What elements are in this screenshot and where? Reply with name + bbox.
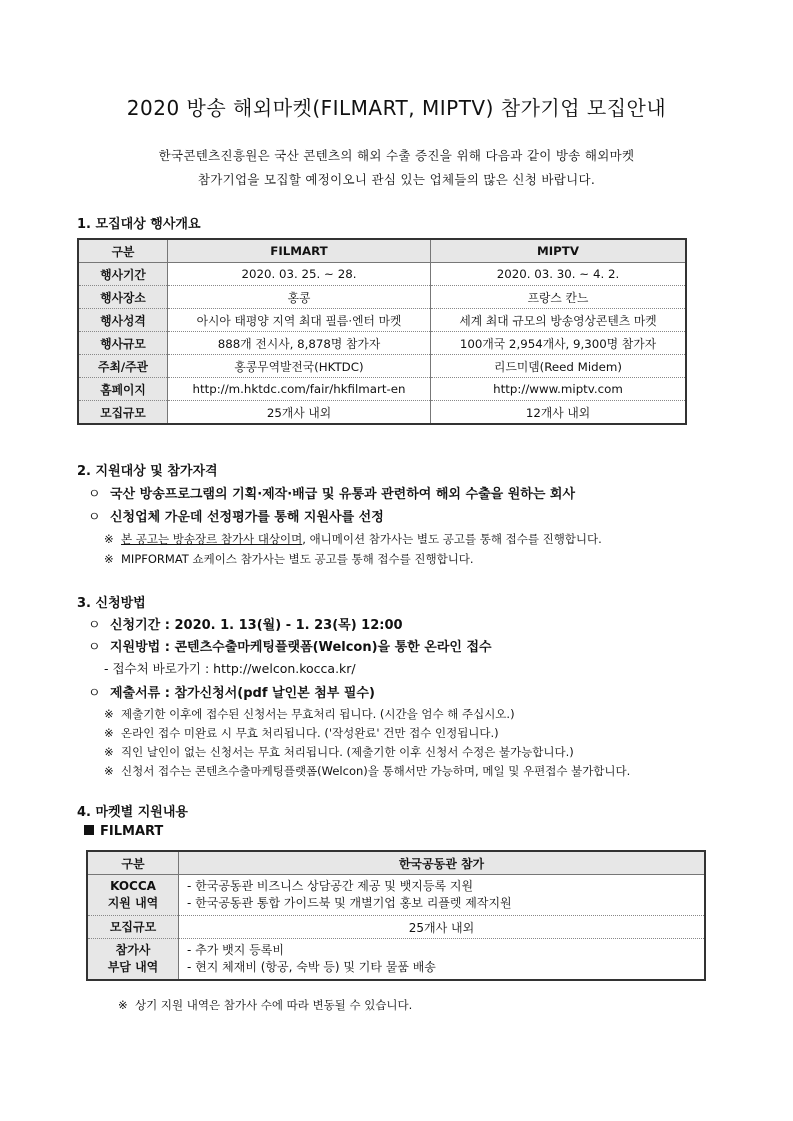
- table-row: [78, 355, 686, 378]
- application-note-3: ※ 직인 날인이 없는 신청서는 무효 처리됩니다. (제출기한 이후 신청서 수정은 불가능합니다.): [104, 745, 574, 759]
- row-label: 행사장소: [78, 286, 168, 309]
- application-note-2: ※ 온라인 접수 미완료 시 무효 처리됩니다. ('작성완료' 건만 접수 인정됩니다.): [104, 726, 499, 740]
- row-label: 행사규모: [78, 332, 168, 355]
- section3-title: 3. 신청방법: [77, 596, 146, 611]
- note-mark: ※: [104, 745, 114, 759]
- intro-line-2: 참가기업을 모집할 예정이오니 관심 있는 업체들의 많은 신청 바랍니다.: [197, 172, 596, 187]
- header-filmart: FILMART: [168, 239, 431, 263]
- filmart-cell: 25개사 내외: [168, 401, 431, 425]
- table-row: [87, 916, 705, 939]
- filmart-cell: 2020. 03. 25. ~ 28.: [168, 263, 431, 286]
- eligibility-bullet-2: ㅇ 신청업체 가운데 선정평가를 통해 지원사를 선정: [88, 506, 384, 525]
- application-method: ㅇ 지원방법 : 콘텐츠수출마케팅플랫폼(Welcon)을 통한 온라인 접수: [88, 636, 492, 655]
- miptv-homepage-link[interactable]: http://www.miptv.com: [431, 378, 687, 401]
- row-label: 행사성격: [78, 309, 168, 332]
- filmart-cell: 홍콩무역발전국(HKTDC): [168, 355, 431, 378]
- table-header-row: [87, 851, 705, 875]
- miptv-cell: 12개사 내외: [431, 401, 687, 425]
- page-title: 2020 방송 해외마켓(FILMART, MIPTV) 참가기업 모집안내: [126, 96, 667, 120]
- table-row: [78, 401, 686, 425]
- note-mark: ※: [104, 764, 114, 778]
- application-period: ㅇ 신청기간 : 2020. 1. 13(월) - 1. 23(목) 12:00: [88, 614, 403, 633]
- note-mark: ※: [104, 707, 114, 721]
- intro-paragraph: [60, 144, 733, 192]
- burden-items: - 추가 뱃지 등록비 - 현지 체재비 (항공, 숙박 등) 및 기타 물품 배송: [179, 939, 706, 981]
- miptv-cell: 세계 최대 규모의 방송영상콘텐츠 마켓: [431, 309, 687, 332]
- row-label: 모집규모: [78, 401, 168, 425]
- table-row: [87, 939, 705, 981]
- required-documents: ㅇ 제출서류 : 참가신청서(pdf 날인본 첨부 필수): [88, 682, 375, 701]
- application-shortcut-link[interactable]: - 접수처 바로가기 : http://welcon.kocca.kr/: [104, 661, 356, 676]
- table-row: [87, 875, 705, 916]
- row-label: 홈페이지: [78, 378, 168, 401]
- filmart-support-table: [86, 850, 706, 981]
- table-row: [78, 286, 686, 309]
- filmart-subtitle: FILMART: [84, 824, 163, 839]
- bullet-mark: ㅇ: [88, 618, 101, 633]
- miptv-cell: 2020. 03. 30. ~ 4. 2.: [431, 263, 687, 286]
- header-category: 구분: [87, 851, 179, 875]
- bullet-mark: ㅇ: [88, 686, 101, 701]
- table-header-row: [78, 239, 686, 263]
- table-row: [78, 263, 686, 286]
- support-label: KOCCA 지원 내역: [87, 875, 179, 916]
- header-category: 구분: [78, 239, 168, 263]
- section2-title: 2. 지원대상 및 참가자격: [77, 464, 218, 479]
- miptv-cell: 리드미뎀(Reed Midem): [431, 355, 687, 378]
- filmart-cell: 홍콩: [168, 286, 431, 309]
- note-mark: ※: [104, 552, 114, 566]
- scale-value: 25개사 내외: [179, 916, 706, 939]
- note-mark: ※: [104, 726, 114, 740]
- table-row: [78, 332, 686, 355]
- support-footnote: ※ 상기 지원 내역은 참가사 수에 따라 변동될 수 있습니다.: [118, 998, 413, 1012]
- row-label: 행사기간: [78, 263, 168, 286]
- scale-label: 모집규모: [87, 916, 179, 939]
- section4-title: 4. 마켓별 지원내용: [77, 805, 188, 820]
- bullet-mark: ㅇ: [88, 640, 101, 655]
- table-row: [78, 309, 686, 332]
- intro-line-1: 한국콘텐츠진흥원은 국산 콘텐츠의 해외 수출 증진을 위해 다음과 같이 방송 해외마켓: [158, 148, 635, 163]
- eligibility-bullet-1: ㅇ 국산 방송프로그램의 기획·제작·배급 및 유통과 관련하여 해외 수출을 원하는 회사: [88, 483, 575, 502]
- row-label: 주최/주관: [78, 355, 168, 378]
- header-korea-pavilion: 한국공동관 참가: [179, 851, 706, 875]
- table-row: [78, 378, 686, 401]
- eligibility-note-2: ※ MIPFORMAT 쇼케이스 참가사는 별도 공고를 통해 접수를 진행합니다.: [104, 552, 474, 566]
- miptv-cell: 프랑스 칸느: [431, 286, 687, 309]
- filmart-cell: 아시아 태평양 지역 최대 필름·엔터 마켓: [168, 309, 431, 332]
- note-mark: ※: [118, 998, 128, 1012]
- section1-title: 1. 모집대상 행사개요: [77, 217, 201, 232]
- event-overview-table: [77, 238, 687, 425]
- support-items: - 한국공동관 비즈니스 상담공간 제공 및 뱃지등록 지원 - 한국공동관 통합 가이드북 및 개별기업 홍보 리플렛 제작지원: [179, 875, 706, 916]
- eligibility-note-1: ※ 본 공고는 방송장르 참가사 대상이며, 애니메이션 참가사는 별도 공고를 통해 접수를 진행합니다.: [104, 532, 602, 546]
- application-note-1: ※ 제출기한 이후에 접수된 신청서는 무효처리 됩니다. (시간을 엄수 해 주십시오.): [104, 707, 515, 721]
- bullet-mark: ㅇ: [88, 510, 101, 525]
- note-mark: ※: [104, 532, 114, 546]
- burden-label: 참가사 부담 내역: [87, 939, 179, 981]
- square-bullet-icon: [84, 825, 94, 835]
- bullet-mark: ㅇ: [88, 487, 101, 502]
- filmart-homepage-link[interactable]: http://m.hktdc.com/fair/hkfilmart-en: [168, 378, 431, 401]
- header-miptv: MIPTV: [431, 239, 687, 263]
- miptv-cell: 100개국 2,954개사, 9,300명 참가자: [431, 332, 687, 355]
- filmart-cell: 888개 전시사, 8,878명 참가자: [168, 332, 431, 355]
- application-note-4: ※ 신청서 접수는 콘텐츠수출마케팅플랫폼(Welcon)을 통해서만 가능하며, 메일 및 우편접수 불가합니다.: [104, 764, 631, 778]
